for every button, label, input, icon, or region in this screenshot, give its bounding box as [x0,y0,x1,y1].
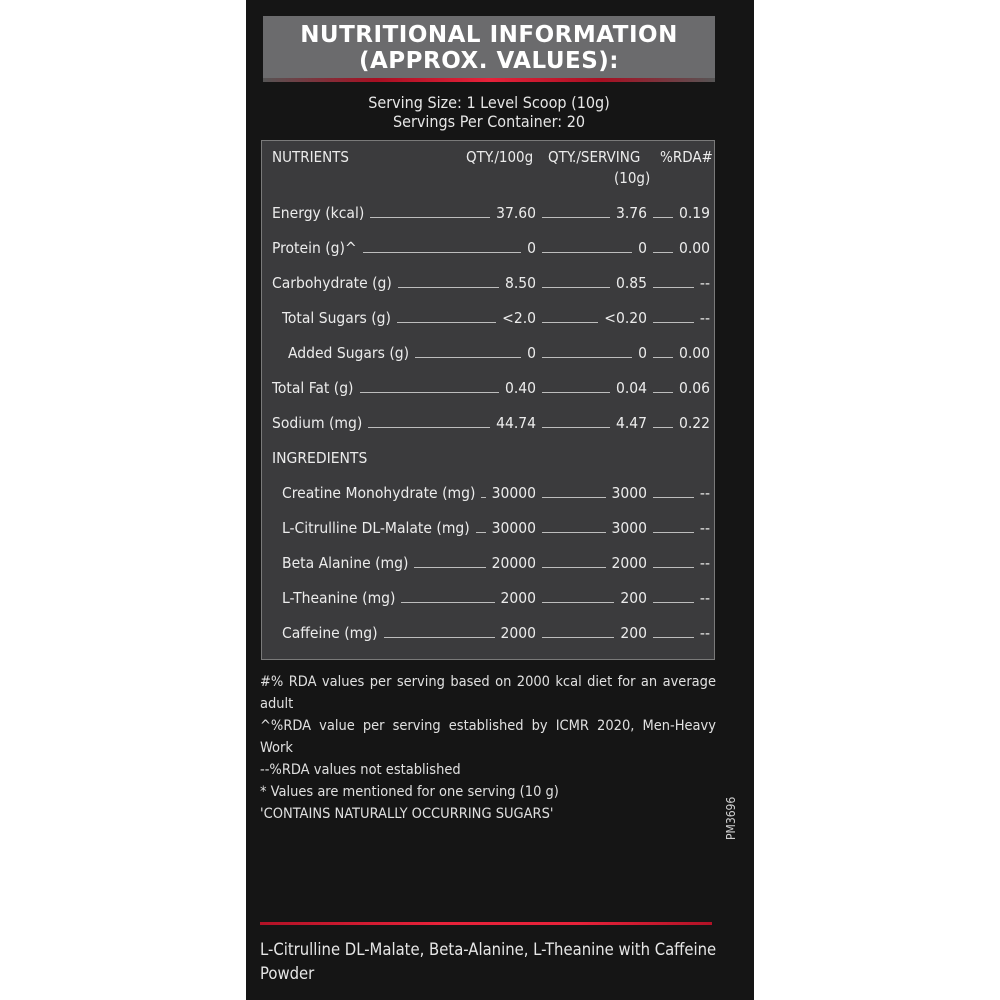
leader-line [360,392,499,393]
leader-line [653,532,694,533]
leader-line [653,497,694,498]
leader-line [542,497,606,498]
header-nutrients: NUTRIENTS [272,148,349,166]
leader-line [542,602,614,603]
row-label: Carbohydrate (g) [272,274,392,292]
qty-100g-value: 0 [527,344,536,362]
leader-line [542,357,632,358]
qty-100g-value: 44.74 [496,414,536,432]
header-qty-100g: QTY./100g [466,148,534,166]
qty-serving-value: <0.20 [604,309,647,327]
nutrition-table [261,140,715,660]
rda-value: -- [699,519,710,537]
ingredients-header: INGREDIENTS [272,449,368,467]
row-label: Caffeine (mg) [282,624,378,642]
qty-serving-value: 200 [620,589,647,607]
product-code: PM3696 [724,796,738,840]
leader-line [542,532,606,533]
leader-line [368,427,490,428]
row-label: Protein (g)^ [272,239,357,257]
leader-line [414,567,485,568]
leader-line [653,637,694,638]
qty-100g-value: <2.0 [502,309,536,327]
row-label: Total Fat (g) [272,379,354,397]
title-line-2: (APPROX. VALUES): [359,48,619,74]
footnotes [260,671,716,825]
qty-serving-value: 4.47 [615,414,647,432]
qty-serving-value: 0.85 [615,274,647,292]
product-description: L-Citrulline DL-Malate, Beta-Alanine, L-Theanine with Caffeine Powder [260,940,717,983]
qty-100g-value: 2000 [500,589,536,607]
ingredient-row [262,517,716,539]
leader-line [542,322,598,323]
row-label: Sodium (mg) [272,414,363,432]
row-label: Added Sugars (g) [288,344,410,362]
ingredient-row [262,482,716,504]
rda-value: -- [699,274,710,292]
ingredient-row [262,622,716,644]
leader-line [370,217,490,218]
header-qty-serving-unit: (10g) [614,169,651,187]
nutrient-row [262,237,716,259]
leader-line [384,637,495,638]
title-line-1: NUTRITIONAL INFORMATION [300,22,678,48]
leader-line [653,602,694,603]
qty-100g-value: 20000 [491,554,536,572]
leader-line [542,427,610,428]
leader-line [542,287,610,288]
qty-serving-value: 0 [638,344,647,362]
rda-value: 0.06 [678,379,710,397]
bottom-accent-rule [260,922,712,925]
row-label: Total Sugars (g) [282,309,391,327]
qty-serving-value: 200 [620,624,647,642]
qty-100g-value: 30000 [491,484,536,502]
leader-line [397,322,496,323]
leader-line [542,637,614,638]
row-label: Creatine Monohydrate (mg) [282,484,476,502]
footnote-not-established: --%RDA values not established [260,762,461,778]
rda-value: 0.00 [678,344,710,362]
rda-value: 0.00 [678,239,710,257]
leader-line [653,287,694,288]
rda-value: 0.19 [678,204,710,222]
qty-100g-value: 0.40 [504,379,536,397]
row-label: Energy (kcal) [272,204,365,222]
footnote-icmr: ^%RDA value per serving established by ICMR 2020, Men-Heavy Work [260,718,716,756]
leader-line [653,322,694,323]
leader-line [653,392,673,393]
title-underline [263,78,715,82]
leader-line [542,217,610,218]
leader-line [542,567,606,568]
nutrient-row [262,377,716,399]
serving-size: Serving Size: 1 Level Scoop (10g) [368,93,610,112]
rda-value: -- [699,484,710,502]
qty-100g-value: 2000 [500,624,536,642]
row-label: L-Citrulline DL-Malate (mg) [282,519,470,537]
leader-line [363,252,521,253]
leader-line [401,602,494,603]
qty-100g-value: 37.60 [496,204,536,222]
title-banner [263,16,715,80]
servings-per-container: Servings Per Container: 20 [392,112,585,131]
leader-line [476,532,486,533]
footnote-sugars: 'CONTAINS NATURALLY OCCURRING SUGARS' [260,806,554,822]
qty-100g-value: 30000 [491,519,536,537]
nutrient-row [262,307,716,329]
qty-serving-value: 2000 [611,554,647,572]
footnote-rda-basis: #% RDA values per serving based on 2000 kcal diet for an average adult [260,674,716,712]
row-label: L-Theanine (mg) [282,589,396,607]
leader-line [542,392,610,393]
rda-value: 0.22 [678,414,710,432]
ingredient-row [262,552,716,574]
nutrient-row [262,202,716,224]
header-rda: %RDA# [660,148,713,166]
qty-serving-value: 3.76 [615,204,647,222]
leader-line [653,252,673,253]
leader-line [653,217,673,218]
rda-value: -- [699,589,710,607]
leader-line [653,427,673,428]
nutrient-row [262,342,716,364]
footnote-per-serving: * Values are mentioned for one serving (10 g) [260,784,559,800]
rda-value: -- [699,309,710,327]
leader-line [653,357,673,358]
qty-serving-value: 0.04 [615,379,647,397]
qty-serving-value: 3000 [611,484,647,502]
leader-line [415,357,521,358]
rda-value: -- [699,624,710,642]
nutrient-row [262,412,716,434]
nutrient-row [262,272,716,294]
qty-100g-value: 8.50 [504,274,536,292]
header-qty-serving: QTY./SERVING [548,148,641,166]
nutrition-panel [246,0,754,1000]
leader-line [398,287,499,288]
leader-line [542,252,632,253]
leader-line [653,567,694,568]
leader-line [481,497,485,498]
qty-serving-value: 0 [638,239,647,257]
rda-value: -- [699,554,710,572]
qty-serving-value: 3000 [611,519,647,537]
row-label: Beta Alanine (mg) [282,554,409,572]
ingredient-row [262,587,716,609]
qty-100g-value: 0 [527,239,536,257]
